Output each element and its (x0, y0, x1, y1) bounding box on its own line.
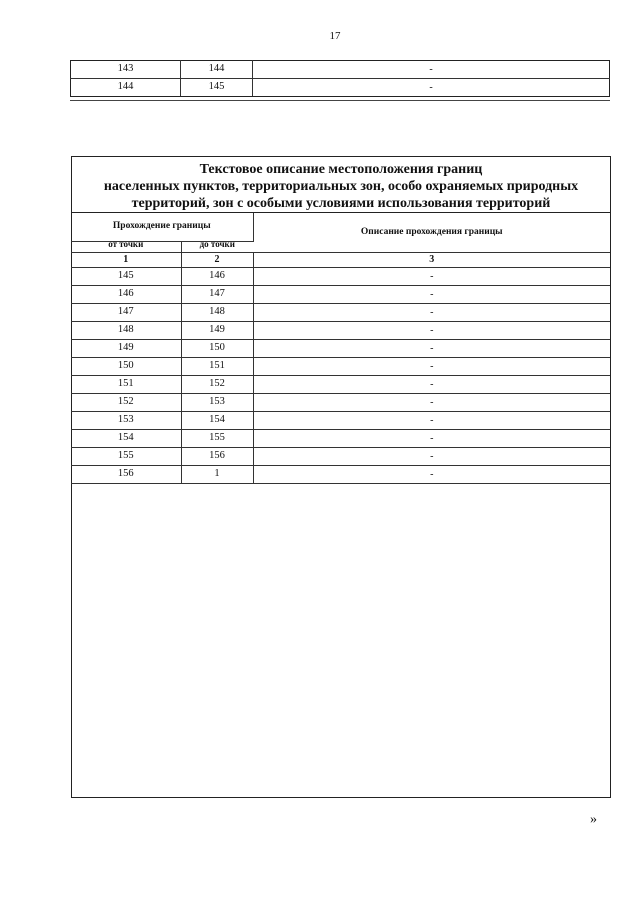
to-point-cell: 151 (181, 358, 253, 376)
from-point-cell: 155 (71, 448, 181, 466)
column-number-row (71, 253, 610, 268)
header-row (71, 213, 610, 242)
title-line: Текстовое описание местоположения границ (199, 162, 483, 177)
from-point-cell: 153 (71, 412, 181, 430)
header-boundary-passage: Прохождение границы (71, 213, 253, 242)
header-to-point: до точки (181, 242, 253, 253)
column-number: 2 (181, 253, 253, 268)
continuation-table (70, 60, 610, 97)
table-row (71, 340, 610, 358)
table-row (71, 268, 610, 286)
to-point-cell: 147 (181, 286, 253, 304)
from-point-cell: 147 (71, 304, 181, 322)
description-cell: - (253, 412, 610, 430)
header-from-point: от точки (71, 242, 181, 253)
to-point-cell: 150 (181, 340, 253, 358)
table-row (71, 466, 610, 484)
from-point-cell: 156 (71, 466, 181, 484)
table-row (71, 79, 610, 97)
description-cell: - (253, 79, 610, 97)
from-point-cell: 149 (71, 340, 181, 358)
description-cell: - (253, 286, 610, 304)
description-cell: - (253, 322, 610, 340)
table-row (71, 61, 610, 79)
table-row (71, 412, 610, 430)
from-point-cell: 148 (71, 322, 181, 340)
to-point-cell: 148 (181, 304, 253, 322)
from-point-cell: 150 (71, 358, 181, 376)
table-title (72, 157, 610, 213)
description-cell: - (253, 358, 610, 376)
table-row (71, 394, 610, 412)
column-number: 1 (71, 253, 181, 268)
table-end-line (70, 100, 610, 101)
to-point-cell: 153 (181, 394, 253, 412)
table-row (71, 358, 610, 376)
table-row (71, 286, 610, 304)
header-description: Описание прохождения границы (253, 213, 610, 253)
from-point-cell: 154 (71, 430, 181, 448)
to-point-cell: 154 (181, 412, 253, 430)
title-line: населенных пунктов, территориальных зон, особо охраняемых природных (103, 179, 579, 194)
title-line: территорий, зон с особыми условиями использования территорий (131, 196, 551, 211)
table-row (71, 376, 610, 394)
description-cell: - (253, 448, 610, 466)
table-row (71, 322, 610, 340)
description-cell: - (253, 340, 610, 358)
description-cell: - (253, 376, 610, 394)
to-point-cell: 155 (181, 430, 253, 448)
description-cell: - (253, 61, 610, 79)
from-point-cell: 143 (71, 61, 181, 79)
from-point-cell: 145 (71, 268, 181, 286)
from-point-cell: 146 (71, 286, 181, 304)
to-point-cell: 145 (181, 79, 253, 97)
boundary-table (71, 213, 610, 484)
closing-quote-mark: » (590, 812, 597, 827)
from-point-cell: 152 (71, 394, 181, 412)
table-row (71, 430, 610, 448)
from-point-cell: 144 (71, 79, 181, 97)
to-point-cell: 152 (181, 376, 253, 394)
table-row (71, 448, 610, 466)
to-point-cell: 146 (181, 268, 253, 286)
to-point-cell: 144 (181, 61, 253, 79)
boundary-description-table (71, 156, 611, 798)
description-cell: - (253, 268, 610, 286)
description-cell: - (253, 466, 610, 484)
column-number: 3 (253, 253, 610, 268)
description-cell: - (253, 430, 610, 448)
table-row (71, 304, 610, 322)
to-point-cell: 156 (181, 448, 253, 466)
description-cell: - (253, 304, 610, 322)
page-number: 17 (329, 30, 341, 42)
to-point-cell: 1 (181, 466, 253, 484)
description-cell: - (253, 394, 610, 412)
from-point-cell: 151 (71, 376, 181, 394)
to-point-cell: 149 (181, 322, 253, 340)
